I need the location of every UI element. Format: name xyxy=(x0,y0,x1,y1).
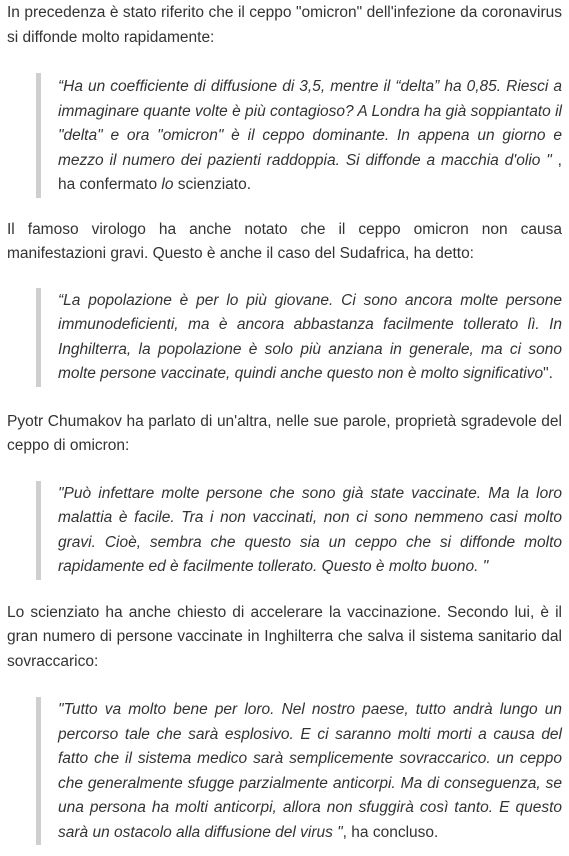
article-paragraph: Pyotr Chumakov ha parlato di un'altra, nelle sue parole, proprietà sgradevole del ceppo di omicron: xyxy=(7,412,562,454)
quote-attribution: , ha confermato xyxy=(58,151,562,193)
quote-attribution: , ha concluso. xyxy=(342,823,439,841)
article-paragraph: Il famoso virologo ha anche notato che il ceppo omicron non causa manifestazioni gravi. Questo è anche il caso del Sudafrica, ha detto: xyxy=(7,220,562,262)
quote-attribution-italic: lo xyxy=(161,176,174,193)
quote-block xyxy=(36,73,562,198)
quote-text xyxy=(58,481,562,580)
quote-italic-text: “Ha un coefficiente di diffusione di 3,5, mentre il “delta” ha 0,85. Riesci a immaginare quante volte è più contagioso? A Londra ha già soppiantato il "delta" e ora "omicron" è il ceppo dominante. In appena un giorno e mezzo il numero dei pazienti raddoppia. Si diffonde a macchia d'olio " xyxy=(58,78,562,169)
quote-italic-text: "Tutto va molto bene per loro. Nel nostro paese, tutto andrà lungo un percorso tale che sarà esplosivo. E ci saranno molti morti a causa del fatto che il sistema medico sarà semplicemente sovraccarico. un ceppo che generalmente sfugge parzialmente anticorpi. Ma di conseguenza, se una persona ha molti anticorpi, allora non sfuggirà così tanto. E questo sarà un ostacolo alla diffusione del virus " xyxy=(58,701,562,841)
quote-text xyxy=(58,697,562,845)
quote-block xyxy=(36,697,562,845)
article-paragraph: Lo scienziato ha anche chiesto di accelerare la vaccinazione. Secondo lui, è il gran numero di persone vaccinate in Inghilterra che salva il sistema sanitario dal sovraccarico: xyxy=(7,603,562,670)
quote-block xyxy=(36,481,562,580)
quote-text xyxy=(58,288,562,387)
article-paragraph: In precedenza è stato riferito che il ceppo "omicron" dell'infezione da coronavirus si diffonde molto rapidamente: xyxy=(7,4,562,46)
quote-attribution-end: scienziato. xyxy=(173,176,252,193)
quote-block xyxy=(36,288,562,387)
quote-text xyxy=(58,73,562,198)
quote-closing-mark: ". xyxy=(543,365,553,382)
quote-italic-text: “La popolazione è per lo più giovane. Ci sono ancora molte persone immunodeficienti, ma è ancora abbastanza facilmente tollerato lì. In Inghilterra, la popolazione è solo più anziana in generale, ma ci sono molte persone vaccinate, quindi anche questo non è molto significativo xyxy=(58,291,562,382)
quote-italic-text: "Può infettare molte persone che sono già state vaccinate. Ma la loro malattia è facile. Tra i non vaccinati, non ci sono nemmeno casi molto gravi. Cioè, sembra che questo sia un ceppo che si diffonde molto rapidamente ed è facilmente tollerato. Questo è molto buono. " xyxy=(58,484,562,575)
